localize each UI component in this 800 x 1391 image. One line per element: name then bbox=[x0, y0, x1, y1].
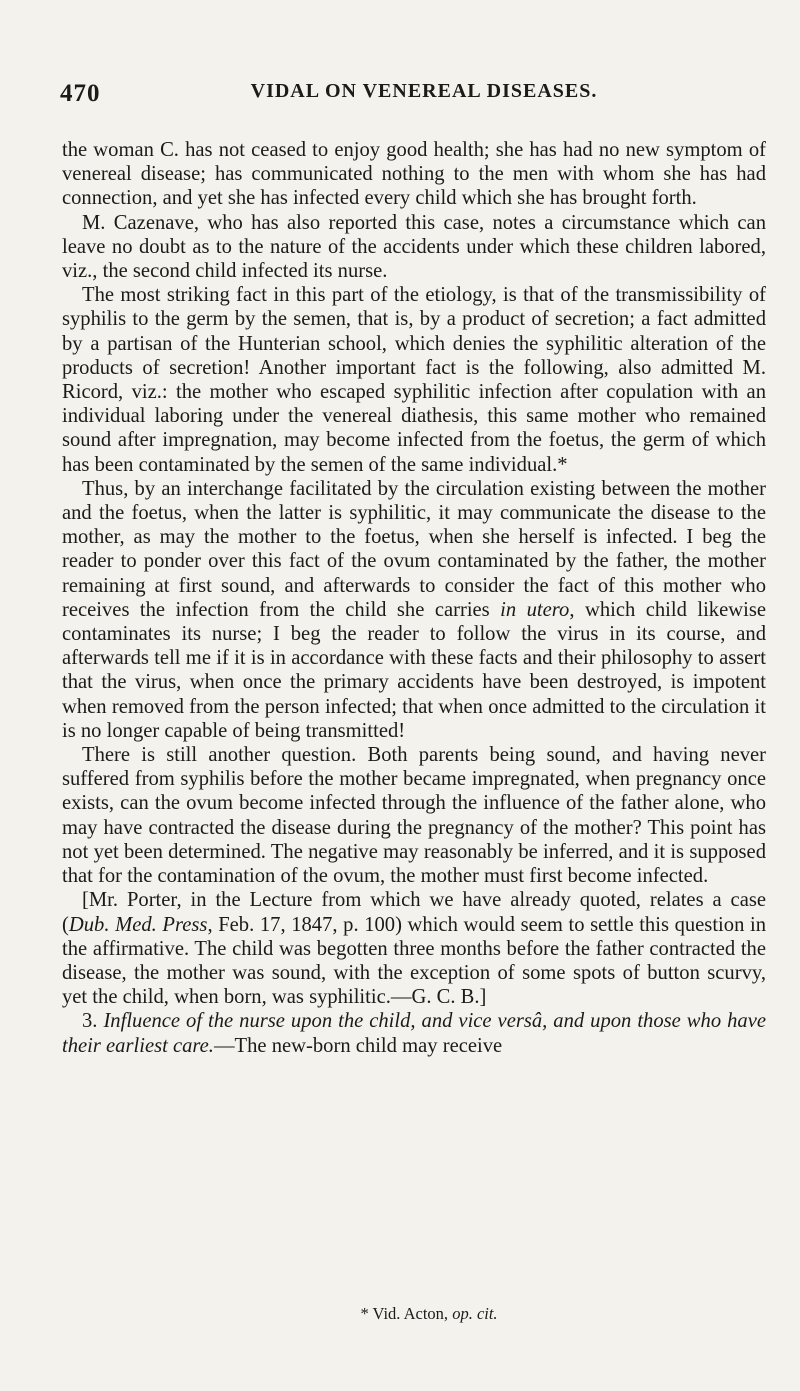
footnote bbox=[62, 1304, 766, 1324]
paragraph-text: M. Cazenave, who has also reported this case, notes a circumstance which can leave no doubt as to the nature of the accidents under which these children labored, viz., the second child infected its nurse. bbox=[62, 211, 766, 283]
paragraph-text: the woman C. has not ceased to enjoy good health; she has had no new symptom of venereal disease; has communicated nothing to the men with whom she has had connection, and yet she has infected every child which she has brought forth. bbox=[62, 139, 766, 210]
page-number: 470 bbox=[60, 80, 101, 107]
citation-title: Dub. Med. Press bbox=[68, 913, 208, 936]
book-page bbox=[62, 80, 766, 1380]
paragraph bbox=[62, 743, 766, 888]
section-paragraph bbox=[62, 1009, 766, 1057]
italic-phrase: in utero bbox=[500, 598, 570, 621]
paragraph-text: There is still another question. Both parents being sound, and having never suffered from syphilis before the mother became impregnated, when pregnancy once exists, can the ovum become infected through the influence of the father alone, who may have contracted the disease during the pregnancy of the mother? This point has not yet been determined. The negative may reasonably be inferred, and it is supposed that for the contamination of the ovum, the mother must first become infected. bbox=[62, 744, 766, 888]
paragraph bbox=[62, 283, 766, 477]
paragraph-text: Thus, by an interchange facilitated by the circulation existing between the mother and the foetus, when the latter is syphilitic, it may communicate the disease to the mother, as may the mother to the foetus, when she herself is infected. I beg the reader to ponder over this fact of the ovum contaminated by the father, the mother remaining at first sound, and afterwards to consider the fact of this mother who receives the infection from the child she carries bbox=[62, 477, 766, 621]
paragraph-text: The most striking fact in this part of the etiology, is that of the transmissibility of syphilis to the germ by the semen, that is, by a product of secretion; a fact admitted by a partisan of the Hunterian school, which denies the syphilitic alteration of the products of secretion! Another important fact is the following, also admitted M. Ricord, viz.: the mother who escaped syphilitic infection after copulation with an individual laboring under the venereal diathesis, this same mother who remained sound after impregnation, may become infected from the foetus, the germ of which has been contaminated by the semen of the same individual.* bbox=[62, 284, 766, 476]
footnote-text: * Vid. Acton, bbox=[360, 1304, 453, 1323]
paragraph bbox=[62, 888, 766, 1009]
section-heading: Influence of the nurse upon the child, and vice versâ, and upon those who have their earliest care. bbox=[62, 1010, 766, 1057]
section-number: 3. bbox=[82, 1010, 98, 1033]
paragraph-text: , Feb. 17, 1847, p. 100) which would seem to settle this question in the affirmative. The child was begotten three months before the father contracted the disease, the mother was sound, with the exception of some spots of button scurvy, yet the child, when born, was syphilitic.—G. C. B.] bbox=[62, 913, 766, 1009]
paragraph-text: —The new-born child may receive bbox=[213, 1034, 503, 1057]
body-text bbox=[62, 138, 766, 1058]
running-head bbox=[62, 80, 766, 110]
running-title: VIDAL ON VENEREAL DISEASES. bbox=[250, 80, 598, 102]
paragraph bbox=[62, 477, 766, 743]
footnote-citation: op. cit. bbox=[452, 1304, 498, 1323]
paragraph bbox=[62, 211, 766, 284]
paragraph-text: , which child likewise contaminates its nurse; I beg the reader to follow the virus in its course, and afterwards tell me if it is in accordance with these facts and their philosophy to assert that the virus, when once the primary accidents have been destroyed, is impotent when removed from the person infected; that when once admitted to the circulation it is no longer capable of being transmitted! bbox=[62, 598, 766, 742]
paragraph bbox=[62, 138, 766, 211]
paragraph-text: [Mr. Porter, in the Lecture from which we have already quoted, relates a case ( bbox=[62, 889, 766, 936]
